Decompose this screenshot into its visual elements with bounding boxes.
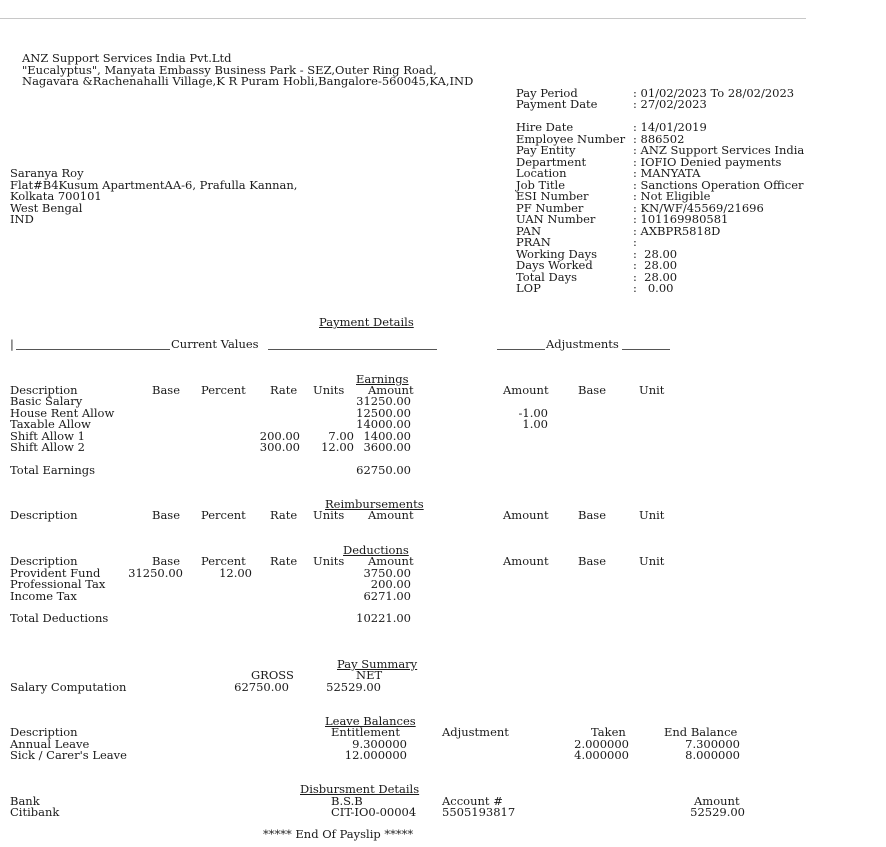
employee-name: Saranya Roy: [10, 166, 84, 180]
column-header-base: Base: [152, 554, 181, 568]
column-header-amount: Amount: [368, 508, 414, 522]
column-header-percent: Percent: [201, 383, 246, 397]
info-value: : 28.00: [633, 258, 678, 272]
column-header-description: Description: [10, 383, 78, 397]
row-adj-amount: -1.00: [518, 405, 548, 420]
info-label: Employee Number: [516, 131, 626, 146]
row-description: Provident Fund: [10, 565, 101, 580]
employee-address-line: IND: [10, 212, 34, 226]
column-header-description: Description: [10, 554, 78, 568]
row-description: Basic Salary: [10, 394, 83, 408]
info-value: : Not Eligible: [633, 189, 711, 203]
leave-balances-title: Leave Balances: [325, 714, 416, 728]
company-name: ANZ Support Services India Pvt.Ltd: [22, 51, 232, 65]
column-header-base: Base: [152, 383, 181, 397]
column-header-percent: Percent: [201, 554, 246, 568]
info-value: : AXBPR5818D: [633, 223, 721, 238]
current-values-bar: |: [10, 337, 14, 351]
column-header-base: Base: [152, 508, 181, 522]
employee-address-line: Kolkata 700101: [10, 189, 102, 203]
column-header-amount: Amount: [368, 383, 414, 397]
column-header-units: Units: [313, 554, 345, 568]
leave-header-end-balance: End Balance: [664, 725, 738, 739]
info-label: Location: [516, 166, 567, 180]
disbursement-account: 5505193817: [442, 805, 516, 819]
row-description: Shift Allow 2: [10, 440, 85, 454]
row-description: Income Tax: [10, 588, 77, 603]
info-label: UAN Number: [516, 212, 596, 226]
row-description: Taxable Allow: [10, 417, 91, 431]
info-value: : Sanctions Operation Officer: [633, 177, 804, 192]
leave-header-taken: Taken: [591, 725, 626, 739]
column-header-adj-unit: Unit: [639, 383, 665, 397]
leave-description: Annual Leave: [10, 737, 90, 751]
info-label: Job Title: [516, 177, 566, 192]
info-value: :: [633, 235, 637, 249]
info-value: : 886502: [633, 131, 685, 146]
info-label: PAN: [516, 223, 542, 238]
column-header-units: Units: [313, 383, 345, 397]
info-label: Working Days: [516, 246, 598, 261]
company-address-line-2: Nagavara &Rachenahalli Village,K R Puram Hobli,Bangalore-560045,KA,IND: [22, 74, 474, 88]
reimbursements-title: Reimbursements: [325, 497, 424, 511]
info-value: : 28.00: [633, 246, 678, 261]
row-units: 12.00: [321, 440, 354, 454]
column-header-rate: Rate: [270, 383, 298, 397]
row-amount: 12500.00: [356, 405, 411, 420]
leave-description: Sick / Carer's Leave: [10, 748, 127, 762]
info-label: Hire Date: [516, 120, 574, 134]
earnings-title: Earnings: [356, 372, 409, 386]
leave-header-adjustment: Adjustment: [442, 725, 509, 739]
leave-entitlement: 9.300000: [352, 737, 407, 751]
current-values-left-rule: [16, 349, 170, 350]
row-description: Shift Allow 1: [10, 428, 85, 443]
info-label: PF Number: [516, 200, 584, 215]
current-values-right-rule: [268, 349, 437, 350]
row-adj-amount: 1.00: [522, 417, 548, 431]
total-earnings-value: 62750.00: [356, 463, 411, 477]
row-amount: 31250.00: [356, 394, 411, 408]
row-percent: 12.00: [219, 565, 252, 580]
employee-address-line: West Bengal: [10, 200, 83, 215]
leave-header-entitlement: Entitlement: [331, 725, 400, 739]
adjustments-right-rule: [622, 349, 670, 350]
info-label: PRAN: [516, 235, 551, 249]
gross-label: GROSS: [251, 668, 294, 682]
salary-computation-label: Salary Computation: [10, 680, 127, 694]
column-header-amount: Amount: [368, 554, 414, 568]
info-value: : KN/WF/45569/21696: [633, 200, 764, 215]
column-header-adj-amount: Amount: [503, 508, 549, 522]
net-label: NET: [356, 668, 383, 682]
leave-end-balance: 8.000000: [685, 748, 740, 762]
end-of-payslip: ***** End Of Payslip *****: [263, 827, 414, 841]
column-header-description: Description: [10, 508, 78, 522]
disbursement-header-account: Account #: [442, 794, 503, 808]
total-deductions-value: 10221.00: [356, 611, 411, 625]
top-rule: [0, 18, 806, 19]
info-label: Days Worked: [516, 258, 593, 272]
row-base: 31250.00: [128, 565, 183, 580]
payment-details-title: Payment Details: [319, 315, 414, 329]
pay-period-label: Pay Period: [516, 86, 578, 100]
company-address-line-1: "Eucalyptus", Manyata Embassy Business Park - SEZ,Outer Ring Road,: [22, 63, 437, 77]
column-header-percent: Percent: [201, 508, 246, 522]
leave-taken: 2.000000: [574, 737, 629, 751]
row-amount: 1400.00: [363, 428, 411, 443]
row-rate: 300.00: [259, 440, 300, 454]
employee-address-line: Flat#B4Kusum ApartmentAA-6, Prafulla Kannan,: [10, 177, 298, 192]
info-value: : 14/01/2019: [633, 120, 707, 134]
info-value: : MANYATA: [633, 166, 701, 180]
row-description: Professional Tax: [10, 577, 106, 591]
pay-summary-title: Pay Summary: [337, 657, 418, 671]
info-value: : ANZ Support Services India: [633, 143, 805, 157]
disbursement-header-bank: Bank: [10, 794, 40, 808]
disbursement-amount: 52529.00: [690, 805, 745, 819]
info-label: ESI Number: [516, 189, 589, 203]
current-values-label: Current Values: [171, 337, 259, 351]
column-header-adj-amount: Amount: [503, 383, 549, 397]
column-header-adj-unit: Unit: [639, 508, 665, 522]
row-description: House Rent Allow: [10, 405, 115, 420]
info-label: Total Days: [516, 269, 577, 284]
column-header-units: Units: [313, 508, 345, 522]
total-deductions-label: Total Deductions: [10, 611, 109, 625]
row-amount: 200.00: [370, 577, 411, 591]
disbursement-header-bsb: B.S.B: [331, 794, 363, 808]
column-header-adj-unit: Unit: [639, 554, 665, 568]
disbursement-bank: Citibank: [10, 805, 60, 819]
column-header-adj-base: Base: [578, 383, 607, 397]
adjustments-left-rule: [497, 349, 545, 350]
leave-entitlement: 12.000000: [344, 748, 407, 762]
leave-end-balance: 7.300000: [685, 737, 740, 751]
row-amount: 14000.00: [356, 417, 411, 431]
pay-period-value: : 01/02/2023 To 28/02/2023: [633, 86, 795, 100]
leave-taken: 4.000000: [574, 748, 629, 762]
adjustments-label: Adjustments: [546, 337, 619, 351]
column-header-rate: Rate: [270, 554, 298, 568]
net-value: 52529.00: [326, 680, 381, 694]
disbursement-bsb: CIT-IO0-00004: [331, 805, 417, 819]
info-label: Department: [516, 154, 587, 169]
info-value: : 101169980581: [633, 212, 729, 226]
row-units: 7.00: [328, 428, 354, 443]
column-header-adj-base: Base: [578, 554, 607, 568]
row-rate: 200.00: [259, 428, 300, 443]
disbursement-header-amount: Amount: [694, 794, 740, 808]
column-header-adj-amount: Amount: [503, 554, 549, 568]
deductions-title: Deductions: [343, 543, 409, 557]
info-value: : 0.00: [633, 281, 674, 295]
column-header-adj-base: Base: [578, 508, 607, 522]
column-header-rate: Rate: [270, 508, 298, 522]
info-value: : 28.00: [633, 269, 678, 284]
disbursement-title: Disbursment Details: [300, 782, 420, 796]
payment-date-label: Payment Date: [516, 97, 598, 111]
info-label: LOP: [516, 281, 541, 295]
info-value: : IOFIO Denied payments: [633, 154, 782, 169]
info-label: Pay Entity: [516, 143, 576, 157]
gross-value: 62750.00: [234, 680, 289, 694]
total-earnings-label: Total Earnings: [10, 463, 96, 477]
row-amount: 3600.00: [363, 440, 411, 454]
payment-date-value: : 27/02/2023: [633, 97, 707, 111]
row-amount: 3750.00: [363, 565, 411, 580]
leave-header-description: Description: [10, 725, 78, 739]
row-amount: 6271.00: [363, 588, 411, 603]
